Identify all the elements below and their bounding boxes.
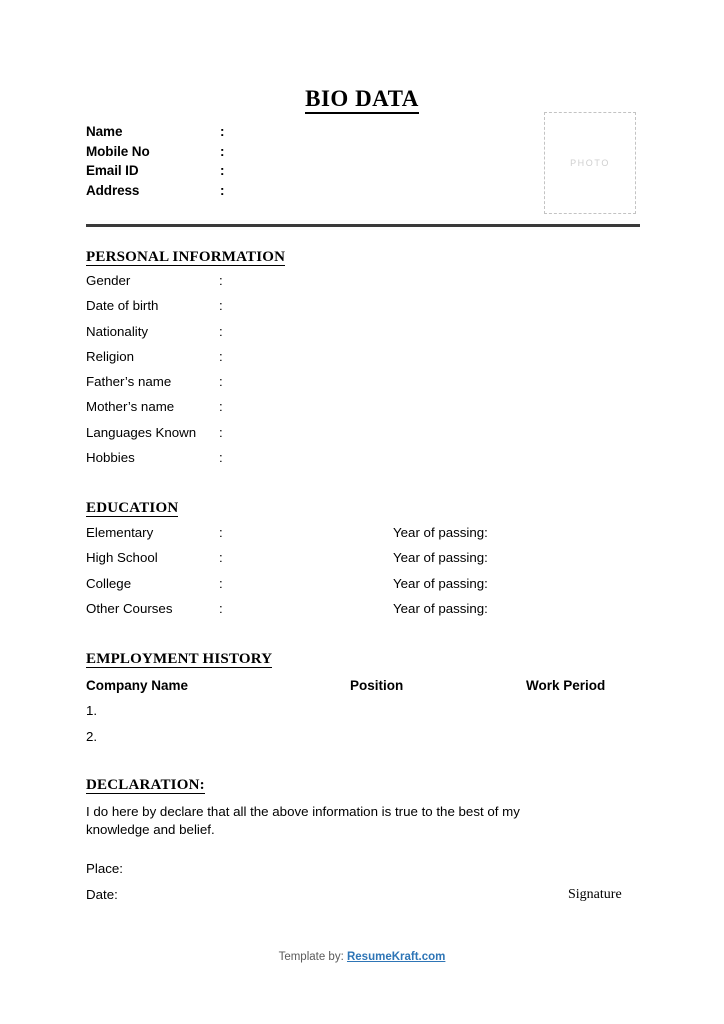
- section-heading-text: EDUCATION: [86, 500, 179, 516]
- header-field-colon: :: [220, 182, 225, 198]
- header-field-colon: :: [220, 143, 225, 159]
- table-row[interactable]: 2.: [86, 728, 98, 744]
- field-label: Father’s name: [86, 374, 172, 390]
- place-label[interactable]: Place:: [86, 861, 123, 876]
- resumekraft-link[interactable]: ResumeKraft.com: [346, 951, 446, 963]
- employment-table-header: [86, 678, 640, 698]
- header-field-row: [86, 144, 466, 164]
- field-colon: :: [219, 600, 223, 616]
- field-row: [86, 525, 488, 550]
- field-row: [86, 349, 223, 374]
- signature-label: Signature: [568, 887, 622, 902]
- field-label: High School: [86, 550, 158, 566]
- field-colon: :: [219, 399, 223, 415]
- field-label: College: [86, 575, 132, 591]
- date-label[interactable]: Date:: [86, 887, 118, 902]
- field-row: [86, 399, 223, 424]
- year-of-passing-label: Year of passing:: [393, 575, 488, 591]
- section-heading-text: PERSONAL INFORMATION: [86, 249, 286, 265]
- footer-prefix: Template by:: [278, 951, 344, 963]
- page-title: [0, 86, 724, 112]
- header-field-label: Email ID: [86, 163, 139, 178]
- table-row[interactable]: 1.: [86, 703, 98, 718]
- header-field-row: [86, 183, 466, 203]
- section-heading-declaration: [86, 777, 205, 794]
- header-field-label: Name: [86, 124, 123, 139]
- section-heading-text: DECLARATION:: [86, 777, 205, 793]
- field-label: Gender: [86, 273, 131, 288]
- field-label: Nationality: [86, 323, 149, 339]
- header-divider: [86, 224, 640, 227]
- field-row: [86, 374, 223, 399]
- year-of-passing-label: Year of passing:: [393, 550, 488, 566]
- field-colon: :: [219, 298, 223, 314]
- field-label: Hobbies: [86, 450, 135, 466]
- header-field-label: Address: [86, 182, 140, 198]
- header-contact-block: [86, 124, 466, 202]
- personal-information-fields: [86, 273, 223, 475]
- employment-table-body: [86, 703, 97, 754]
- field-colon: :: [219, 450, 223, 466]
- section-heading-employment-history: [86, 651, 272, 668]
- field-label: Elementary: [86, 525, 154, 540]
- field-label: Languages Known: [86, 424, 197, 440]
- field-colon: :: [219, 348, 223, 364]
- declaration-text: I do here by declare that all the above information is true to the best of my knowledge and belief.: [86, 804, 520, 837]
- footer-credit: [0, 951, 724, 963]
- header-field-row: [86, 124, 466, 144]
- field-row: [86, 324, 223, 349]
- field-row: [86, 600, 488, 626]
- photo-placeholder-label: PHOTO: [570, 158, 610, 168]
- field-label: Religion: [86, 348, 135, 364]
- year-of-passing-label: Year of passing:: [393, 600, 488, 616]
- field-label: Other Courses: [86, 600, 173, 616]
- field-colon: :: [219, 273, 223, 288]
- field-colon: :: [219, 575, 223, 591]
- page-title-text: BIO DATA: [305, 86, 419, 114]
- field-label: Date of birth: [86, 298, 159, 314]
- section-heading-personal-information: [86, 249, 285, 266]
- field-row: [86, 425, 223, 450]
- field-colon: :: [219, 424, 223, 440]
- field-label: Mother’s name: [86, 399, 175, 415]
- column-header-work-period: Work Period: [526, 678, 606, 693]
- column-header-company-name: Company Name: [86, 678, 189, 693]
- header-field-label: Mobile No: [86, 143, 150, 159]
- year-of-passing-label: Year of passing:: [393, 525, 488, 540]
- section-heading-text: EMPLOYMENT HISTORY: [86, 651, 273, 667]
- field-colon: :: [219, 323, 223, 339]
- education-fields: [86, 525, 488, 626]
- field-row: [86, 273, 223, 298]
- header-field-colon: :: [220, 163, 225, 178]
- field-row: [86, 575, 488, 601]
- field-colon: :: [219, 525, 223, 540]
- field-colon: :: [219, 374, 223, 390]
- column-header-position: Position: [350, 678, 404, 693]
- field-row: [86, 450, 223, 475]
- field-colon: :: [219, 550, 223, 566]
- header-field-row: [86, 163, 466, 183]
- photo-placeholder-box[interactable]: [544, 112, 636, 214]
- section-heading-education: [86, 500, 178, 517]
- field-row: [86, 550, 488, 575]
- field-row: [86, 298, 223, 323]
- header-field-colon: :: [220, 124, 225, 139]
